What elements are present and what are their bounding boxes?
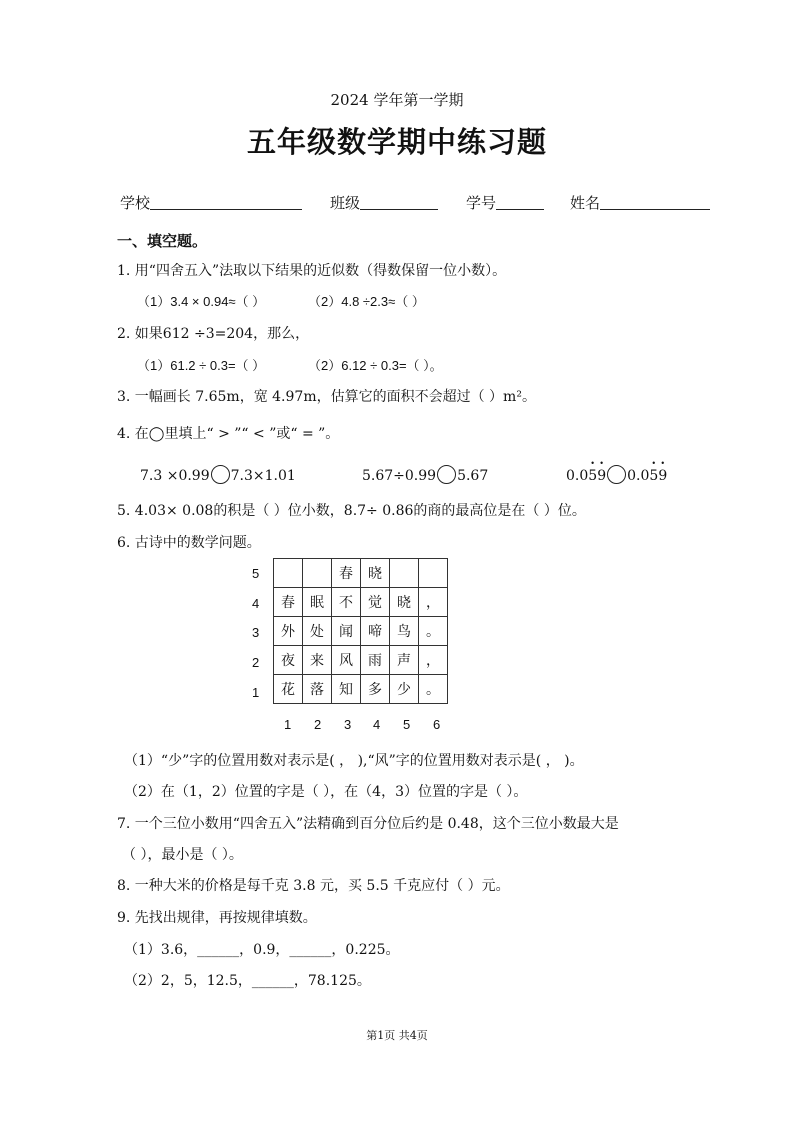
question-9b: （2）2，5，12.5，______，78.125。 (124, 973, 371, 989)
question-5: 5. 4.03× 0.08的积是（ ）位小数，8.7÷ 0.86的商的最高位是在（ ）位。 (117, 503, 586, 519)
grid-row-2 (274, 646, 448, 675)
grid-cell: 晓 (361, 559, 390, 588)
grid-cell: 。 (419, 675, 448, 704)
question-7-line2: （ ），最小是（ ）。 (122, 847, 243, 863)
grid-row-4 (274, 588, 448, 617)
name-label: 姓名 (570, 194, 601, 212)
exam-subtitle: 2024 学年第一学期 (330, 91, 464, 109)
compare-3-right-int: 0. (627, 468, 641, 484)
compare-3-left-digit1: 5 • (588, 468, 597, 484)
class-blank[interactable] (360, 195, 438, 210)
question-1b: （2）4.8 ÷2.3≈（ ） (308, 294, 425, 309)
number-field (466, 192, 544, 213)
question-2b: （2）6.12 ÷ 0.3=（ ）。 (308, 358, 443, 373)
grid-cell: 觉 (361, 588, 390, 617)
question-1a: （1）3.4 × 0.94≈（ ） (137, 294, 266, 309)
row-label: 1 (252, 685, 260, 700)
grid-cell (274, 559, 303, 588)
grid-cell: 知 (332, 675, 361, 704)
compare-2-right: 5.67 (457, 468, 489, 484)
grid-cell: 多 (361, 675, 390, 704)
grid-cell: ， (419, 646, 448, 675)
grid-row-1 (274, 675, 448, 704)
question-9a: （1）3.6，______，0.9，______，0.225。 (124, 942, 400, 958)
question-4: 4. 在◯里填上“ > ”“ < ”或“ = ”。 (117, 426, 340, 442)
section-title: 一、填空题。 (117, 232, 208, 250)
col-label: 6 (433, 717, 441, 732)
class-field (330, 192, 438, 213)
grid-row-3 (274, 617, 448, 646)
name-field (570, 192, 710, 213)
grid-cell: 风 (332, 646, 361, 675)
grid-cell: 外 (274, 617, 303, 646)
school-field (120, 192, 302, 213)
question-8: 8. 一种大米的价格是每千克 3.8 元，买 5.5 千克应付（ ）元。 (117, 878, 510, 894)
grid-cell: 晓 (390, 588, 419, 617)
page-footer: 第1页 共4页 (366, 1029, 428, 1042)
row-label: 2 (252, 655, 260, 670)
question-9: 9. 先找出规律，再按规律填数。 (117, 910, 317, 926)
grid-cell: 鸟 (390, 617, 419, 646)
col-label: 1 (284, 717, 292, 732)
number-blank[interactable] (496, 195, 544, 210)
grid-cell: 闻 (332, 617, 361, 646)
compare-1-circle[interactable] (211, 465, 230, 484)
compare-3-right-digit1: 0 (640, 468, 650, 484)
question-6: 6. 古诗中的数学问题。 (117, 535, 261, 551)
grid-row-5 (274, 559, 448, 588)
name-blank[interactable] (600, 195, 710, 210)
row-label: 4 (252, 596, 260, 611)
compare-2-circle[interactable] (437, 465, 456, 484)
grid-cell: 来 (303, 646, 332, 675)
grid-cell: ， (419, 588, 448, 617)
compare-3-left-int: 0.0 (566, 468, 589, 484)
col-label: 4 (373, 717, 381, 732)
question-6b: （2）在（1，2）位置的字是（ ），在（4，3）位置的字是（ ）。 (124, 784, 528, 800)
exam-title: 五年级数学期中练习题 (246, 125, 547, 159)
grid-cell: 春 (332, 559, 361, 588)
grid-cell: 夜 (274, 646, 303, 675)
compare-2 (362, 465, 488, 484)
question-1: 1. 用“四舍五入”法取以下结果的近似数（得数保留一位小数）。 (117, 263, 507, 279)
grid-cell: 声 (390, 646, 419, 675)
compare-3-right-digit3: 9 • (658, 468, 667, 484)
grid-cell: 少 (390, 675, 419, 704)
school-blank[interactable] (150, 195, 302, 210)
school-label: 学校 (120, 194, 151, 212)
compare-1-left: 7.3 ×0.99 (140, 468, 210, 484)
poem-grid (273, 558, 448, 704)
grid-cell: 眠 (303, 588, 332, 617)
col-label: 5 (403, 717, 411, 732)
grid-cell (419, 559, 448, 588)
question-2a: （1）61.2 ÷ 0.3=（ ） (137, 358, 266, 373)
grid-cell: 雨 (361, 646, 390, 675)
grid-cell (390, 559, 419, 588)
compare-3-right-digit2: 5 • (649, 468, 658, 484)
class-label: 班级 (330, 194, 361, 212)
compare-2-left: 5.67÷0.99 (362, 468, 437, 484)
row-label: 3 (252, 625, 260, 640)
question-2: 2. 如果612 ÷3=204，那么， (117, 326, 310, 342)
grid-cell: 花 (274, 675, 303, 704)
col-label: 2 (314, 717, 322, 732)
compare-3-left-digit2: 9 • (597, 468, 606, 484)
grid-cell: 春 (274, 588, 303, 617)
compare-3-circle[interactable] (607, 465, 626, 484)
grid-cell: 落 (303, 675, 332, 704)
question-7-line1: 7. 一个三位小数用“四舍五入”法精确到百分位后约是 0.48，这个三位小数最大是 (117, 816, 619, 832)
grid-cell: 处 (303, 617, 332, 646)
grid-cell: 。 (419, 617, 448, 646)
grid-cell: 啼 (361, 617, 390, 646)
row-label: 5 (252, 566, 260, 581)
col-label: 3 (344, 717, 352, 732)
question-3: 3. 一幅画长 7.65m，宽 4.97m，估算它的面积不会超过（ ）m²。 (117, 389, 536, 405)
grid-cell (303, 559, 332, 588)
question-6a: （1）“少”字的位置用数对表示是( ， ),“风”字的位置用数对表示是( ， )。 (124, 753, 584, 769)
grid-cell: 不 (332, 588, 361, 617)
compare-3 (566, 465, 667, 484)
compare-1-right: 7.3×1.01 (230, 468, 296, 484)
compare-1 (140, 465, 296, 484)
number-label: 学号 (466, 194, 497, 212)
